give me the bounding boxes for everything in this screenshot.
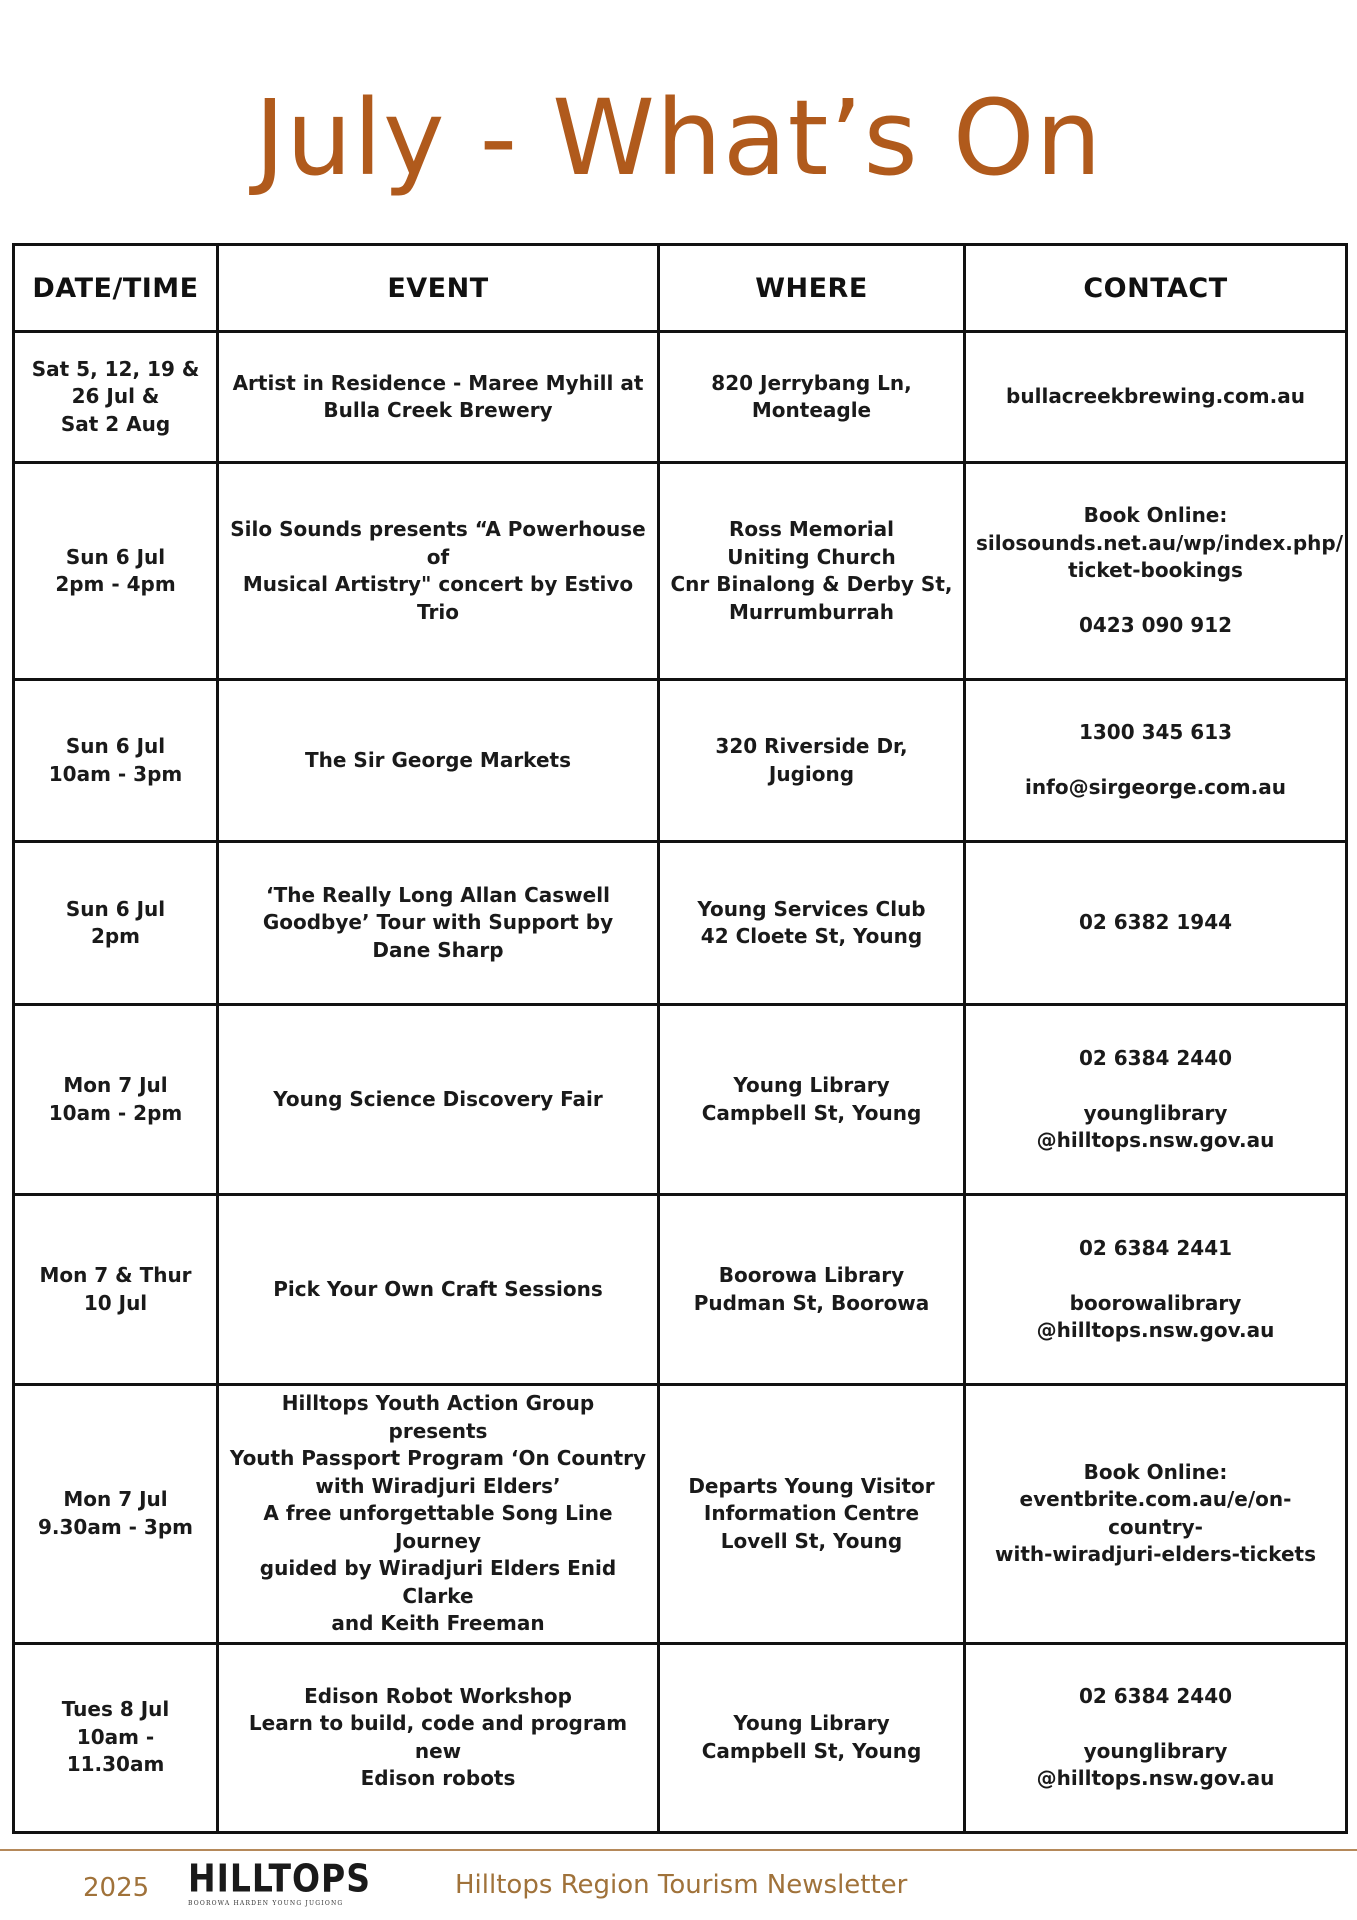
- cell-event: Young Science Discovery Fair: [218, 1005, 659, 1195]
- table-row: [14, 1005, 1347, 1195]
- cell-where: Young Services Club 42 Cloete St, Young: [659, 842, 965, 1005]
- cell-date-time: Mon 7 Jul 9.30am - 3pm: [14, 1385, 218, 1644]
- table-row: [14, 842, 1347, 1005]
- cell-event: Pick Your Own Craft Sessions: [218, 1195, 659, 1385]
- header-where: WHERE: [659, 245, 965, 332]
- cell-date-time: Sun 6 Jul 2pm: [14, 842, 218, 1005]
- cell-date-time: Mon 7 & Thur 10 Jul: [14, 1195, 218, 1385]
- cell-date-time: Sat 5, 12, 19 & 26 Jul & Sat 2 Aug: [14, 332, 218, 463]
- footer-year: 2025: [83, 1873, 150, 1903]
- table-row: [14, 1643, 1347, 1832]
- logo-towns: BOOROWA HARDEN YOUNG JUGIONG: [188, 1900, 344, 1907]
- cell-event: The Sir George Markets: [218, 680, 659, 842]
- header-date-time: DATE/TIME: [14, 245, 218, 332]
- table-row: [14, 680, 1347, 842]
- cell-where: Departs Young Visitor Information Centre Lovell St, Young: [659, 1385, 965, 1644]
- cell-contact: Book Online: silosounds.net.au/wp/index.php/ ticket-bookings 0423 090 912: [965, 463, 1347, 680]
- cell-where: 320 Riverside Dr, Jugiong: [659, 680, 965, 842]
- header-contact: CONTACT: [965, 245, 1347, 332]
- page-title: July - What’s On: [254, 77, 1103, 199]
- cell-where: Young Library Campbell St, Young: [659, 1643, 965, 1832]
- cell-event: Edison Robot Workshop Learn to build, code and program new Edison robots: [218, 1643, 659, 1832]
- table-row: [14, 332, 1347, 463]
- cell-where: Young Library Campbell St, Young: [659, 1005, 965, 1195]
- footer-newsletter-title: Hilltops Region Tourism Newsletter: [455, 1870, 908, 1900]
- logo-wordmark: HILLTOPS: [188, 1855, 372, 1901]
- cell-date-time: Sun 6 Jul 2pm - 4pm: [14, 463, 218, 680]
- cell-contact: 02 6384 2440 younglibrary @hilltops.nsw.gov.au: [965, 1005, 1347, 1195]
- hilltops-logo: [188, 1855, 372, 1910]
- cell-contact: Book Online: eventbrite.com.au/e/on-country- with-wiradjuri-elders-tickets: [965, 1385, 1347, 1644]
- cell-where: 820 Jerrybang Ln, Monteagle: [659, 332, 965, 463]
- cell-event: Silo Sounds presents “A Powerhouse of Musical Artistry" concert by Estivo Trio: [218, 463, 659, 680]
- cell-event: Hilltops Youth Action Group presents Youth Passport Program ‘On Country with Wiradjuri Elders’ A free unforgettable Song Line Journey guided by Wiradjuri Elders Enid Clarke and Keith Freeman: [218, 1385, 659, 1644]
- table-row: [14, 1385, 1347, 1644]
- table-row: [14, 1195, 1347, 1385]
- cell-contact: 1300 345 613 info@sirgeorge.com.au: [965, 680, 1347, 842]
- cell-date-time: Tues 8 Jul 10am - 11.30am: [14, 1643, 218, 1832]
- cell-event: Artist in Residence - Maree Myhill at Bulla Creek Brewery: [218, 332, 659, 463]
- header-event: EVENT: [218, 245, 659, 332]
- cell-contact: 02 6382 1944: [965, 842, 1347, 1005]
- cell-contact: bullacreekbrewing.com.au: [965, 332, 1347, 463]
- cell-contact: 02 6384 2441 boorowalibrary @hilltops.nsw.gov.au: [965, 1195, 1347, 1385]
- events-table: [12, 243, 1348, 1834]
- cell-date-time: Sun 6 Jul 10am - 3pm: [14, 680, 218, 842]
- footer-divider: [0, 1849, 1357, 1851]
- cell-where: Boorowa Library Pudman St, Boorowa: [659, 1195, 965, 1385]
- cell-event: ‘The Really Long Allan Caswell Goodbye’ Tour with Support by Dane Sharp: [218, 842, 659, 1005]
- cell-contact: 02 6384 2440 younglibrary @hilltops.nsw.gov.au: [965, 1643, 1347, 1832]
- table-row: [14, 463, 1347, 680]
- cell-where: Ross Memorial Uniting Church Cnr Binalong & Derby St, Murrumburrah: [659, 463, 965, 680]
- cell-date-time: Mon 7 Jul 10am - 2pm: [14, 1005, 218, 1195]
- table-header-row: [14, 245, 1347, 332]
